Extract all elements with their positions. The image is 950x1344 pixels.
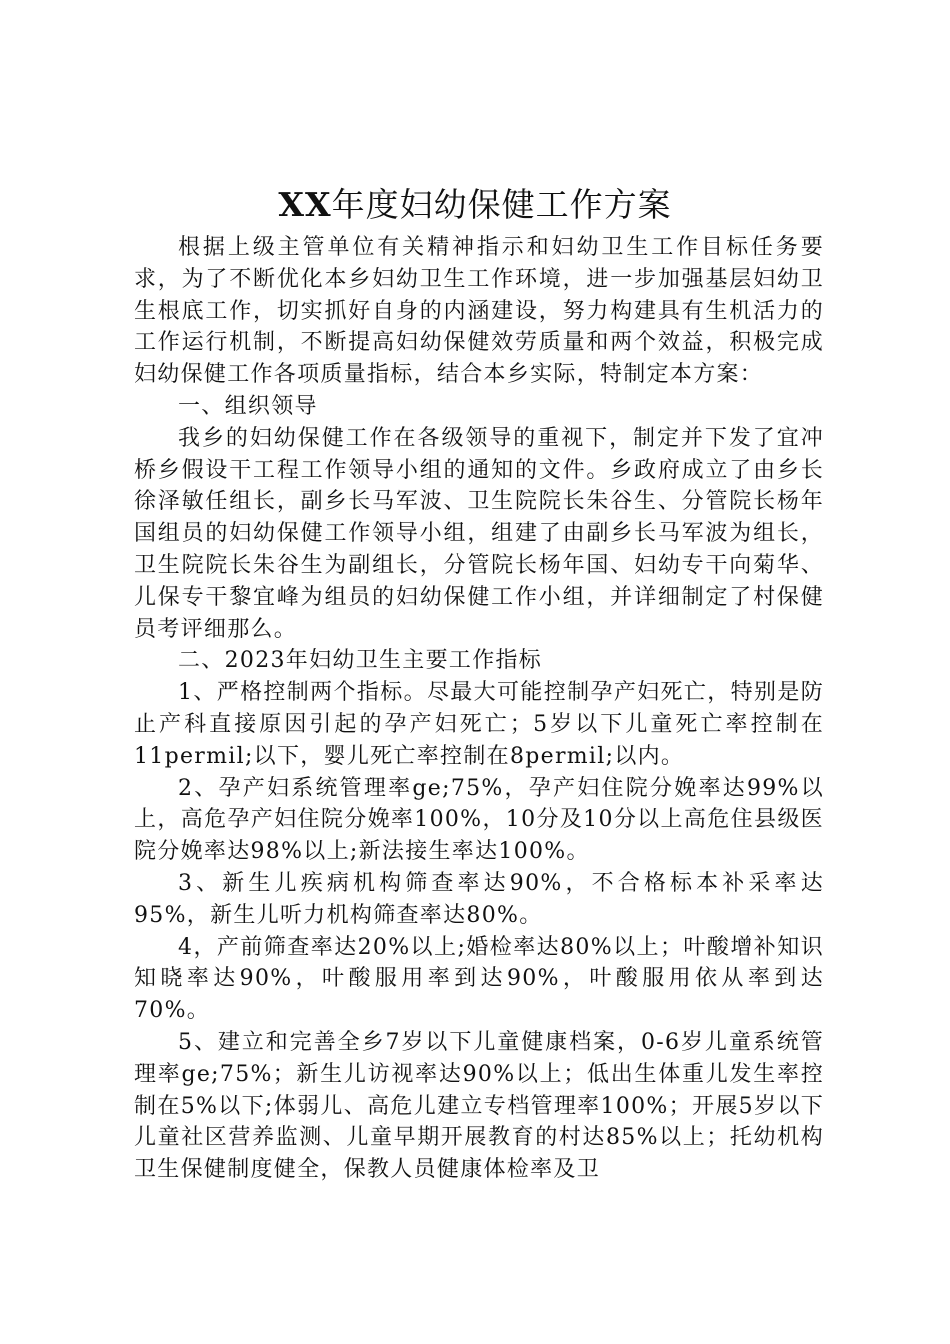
document-title <box>0 180 950 230</box>
title-prefix: XX <box>278 185 332 224</box>
paragraph-intro: 根据上级主管单位有关精神指示和妇幼卫生工作目标任务要求，为了不断优化本乡妇幼卫生工作环境，进一步加强基层妇幼卫生根底工作，切实抓好自身的内涵建设，努力构建具有生机活力的工作运行机制，不断提高妇幼保健效劳质量和两个效益，积极完成妇幼保健工作各项质量指标，结合本乡实际，特制定本方案： <box>134 235 824 388</box>
section-heading-organization: 一、组织领导 <box>178 393 318 419</box>
paragraph-organization: 我乡的妇幼保健工作在各级领导的重视下，制定并下发了宜冲桥乡假设干工程工作领导小组的通知的文件。乡政府成立了由乡长徐泽敏任组长，副乡长马军波、卫生院院长朱谷生、分管院长杨年国组员的妇幼保健工作领导小组，组建了由副乡长马军波为组长，卫生院院长朱谷生为副组长，分管院长杨年国、妇幼专干向菊华、儿保专干黎宜峰为组员的妇幼保健工作小组，并详细制定了村保健员考评细那么。 <box>134 425 824 642</box>
section-heading-indicators: 二、2023年妇幼卫生主要工作指标 <box>178 648 543 674</box>
title-text: 年度妇幼保健工作方案 <box>331 185 672 224</box>
paragraph-item-5: 5、建立和完善全乡7岁以下儿童健康档案，0-6岁儿童系统管理率ge;75%；新生儿访视率达90%以上；低出生体重儿发生率控制在5%以下;体弱儿、高危儿建立专档管理率100%；开展5岁以下儿童社区营养监测、儿童早期开展教育的村达85%以上；托幼机构卫生保健制度健全，保教人员健康体检率及卫 <box>134 1029 824 1183</box>
document-body <box>134 232 824 1186</box>
paragraph-item-2: 2、孕产妇系统管理率ge;75%，孕产妇住院分娩率达99%以上，高危孕产妇住院分娩率100%，10分及10分以上高危住县级医院分娩率达98%以上;新法接生率达100%。 <box>134 775 824 865</box>
paragraph-item-4: 4，产前筛查率达20%以上;婚检率达80%以上；叶酸增补知识知晓率达90%，叶酸服用率到达90%，叶酸服用依从率到达70%。 <box>134 934 824 1024</box>
paragraph-item-1: 1、严格控制两个指标。尽最大可能控制孕产妇死亡，特别是防止产科直接原因引起的孕产妇死亡；5岁以下儿童死亡率控制在11permil;以下，婴儿死亡率控制在8permil;以内。 <box>134 680 824 769</box>
paragraph-item-3: 3、新生儿疾病机构筛查率达90%，不合格标本补采率达95%，新生儿听力机构筛查率达80%。 <box>134 870 824 928</box>
